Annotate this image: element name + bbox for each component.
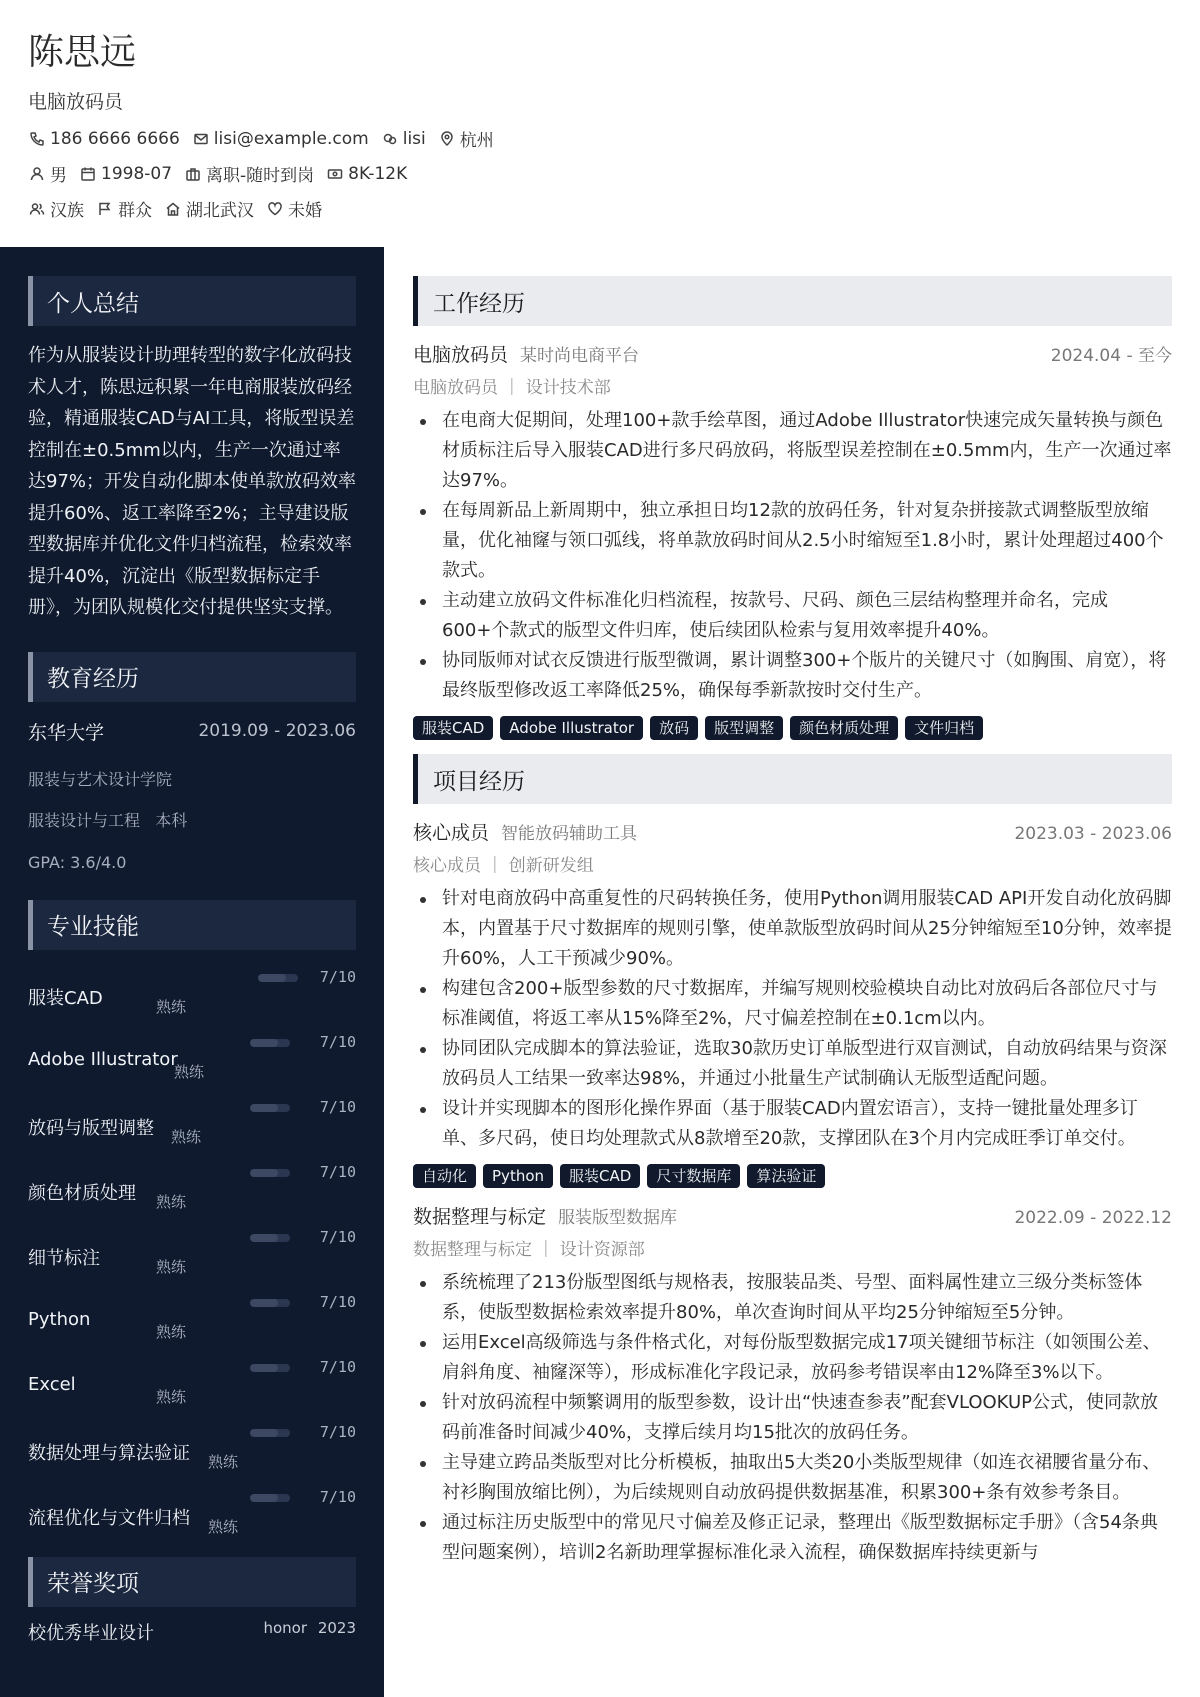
skill-bar [258,974,298,982]
tag-badge: 服装CAD [560,1164,640,1188]
skill-bar [250,1039,290,1047]
phone-icon [28,130,46,148]
person-icon [28,165,46,183]
salary-item [326,164,407,184]
skill-bar [250,1234,290,1242]
tag-badge: 颜色材质处理 [790,716,898,740]
work-title: 工作经历 [413,276,1172,326]
mail-icon [192,130,210,148]
skill-bar-fill [250,1429,278,1437]
tag-badge: 尺寸数据库 [647,1164,740,1188]
phone-item[interactable] [28,129,180,149]
honor-meta [257,1619,356,1645]
skill-item [28,1417,356,1482]
skill-bar [250,1364,290,1372]
skill-item [28,1157,356,1222]
entry-date: 2024.04 - 至今 [1050,346,1172,366]
skill-score: 7/10 [319,1292,356,1311]
tag-badge: 版型调整 [705,716,783,740]
heart-icon [266,200,284,218]
entry-bullets [413,884,1172,1154]
entry-bullets [413,406,1172,706]
education-gpa: GPA: 3.6/4.0 [28,852,127,872]
skill-name: 数据处理与算法验证 [28,1442,190,1464]
skill-item [28,962,356,1027]
entry-subtitle: 电脑放码员 ｜ 设计技术部 [413,378,611,398]
education-header [28,718,356,745]
skill-item [28,1027,356,1092]
sidebar [0,247,384,1697]
summary-title: 个人总结 [28,276,356,326]
resume-header [0,0,1200,247]
birth-text: 1998-07 [101,163,173,184]
skill-name: Excel [28,1373,76,1395]
skill-bar [250,1169,290,1177]
skill-bar-fill [250,1039,278,1047]
honor-year: 2023 [317,1618,356,1637]
education-title: 教育经历 [28,652,356,702]
skill-item [28,1482,356,1547]
bullet-item: 运用Excel高级筛选与条件格式化，对每份版型数据完成17项关键细节标注（如领围公差、肩斜角度、袖窿深等），形成标准化字段记录，放码参考错误率由12%降至3%以下。 [413,1328,1172,1388]
gender-text: 男 [50,166,67,186]
education-school: 东华大学 [28,721,105,744]
location-icon [438,130,456,148]
education-college: 服装与艺术设计学院 [28,769,173,789]
tag-badge: 文件归档 [905,716,983,740]
skill-score: 7/10 [319,1097,356,1116]
tag-badge: 算法验证 [747,1164,825,1188]
skill-bar-fill [258,974,286,982]
marital-text: 未婚 [288,201,322,221]
tag-badge: 服装CAD [413,716,493,740]
bullet-item: 设计并实现脚本的图形化操作界面（基于服装CAD内置宏语言），支持一键批量处理多订单、多尺码，使日均处理款式从8款增至20款，支撑团队在3个月内完成旺季订单交付。 [413,1094,1172,1154]
skill-bar [250,1104,290,1112]
entry-org: 服装版型数据库 [558,1208,678,1228]
bullet-item: 协同团队完成脚本的算法验证，选取30款历史订单版型进行双盲测试，自动放码结果与资深放码员人工结果一致率达98%，并通过小批量生产试制确认无版型适配问题。 [413,1034,1172,1094]
honor-name: 校优秀毕业设计 [28,1622,154,1644]
skill-level: 熟练 [156,1257,187,1276]
skill-bar-fill [250,1364,278,1372]
skill-score: 7/10 [319,1422,356,1441]
skill-item [28,1092,356,1157]
skill-level: 熟练 [156,997,187,1016]
skill-name: 颜色材质处理 [28,1182,136,1204]
skill-name: Python [28,1308,91,1330]
status-text: 离职-随时到岗 [206,166,315,186]
entry-header [413,818,1172,845]
skill-bar-fill [250,1494,278,1502]
ethnicity-item [28,196,84,221]
skill-bar-fill [250,1299,278,1307]
bullet-item: 构建包含200+版型参数的尺寸数据库，并编写规则校验模块自动比对放码后各部位尺寸与标准阈值，将返工率从15%降至2%，尺寸偏差控制在±0.1cm以内。 [413,974,1172,1034]
skill-level: 熟练 [156,1322,187,1341]
bullet-item: 在每周新品上新周期中，独立承担日均12款的放码任务，针对复杂拼接款式调整版型放缩量，优化袖窿与领口弧线，将单款放码时间从2.5小时缩短至1.8小时，累计处理超过400个款式。 [413,496,1172,586]
skill-score: 7/10 [319,967,356,986]
tag-badge: Adobe Illustrator [500,716,643,740]
skill-bar-fill [250,1234,278,1242]
contact-row [28,126,1200,151]
skill-level: 熟练 [208,1517,239,1536]
education-major: 服装设计与工程 本科 [28,810,188,830]
entry-date: 2023.03 - 2023.06 [1014,824,1172,844]
skills-list [28,962,356,1547]
bullet-item: 主导建立跨品类版型对比分析模板，抽取出5大类20小类版型规律（如连衣裙腰省量分布、衬衫胸围放缩比例），为后续规则自动放码提供数据基准，积累300+条有效参考条目。 [413,1448,1172,1508]
ethnicity-text: 汉族 [50,201,84,221]
skill-score: 7/10 [319,1357,356,1376]
skill-name: Adobe Illustrator [28,1048,178,1070]
flag-icon [96,200,114,218]
wechat-item[interactable] [381,129,426,149]
skill-bar [250,1299,290,1307]
skill-item [28,1287,356,1352]
skill-name: 放码与版型调整 [28,1117,154,1139]
summary-text: 作为从服装设计助理转型的数字化放码技术人才，陈思远积累一年电商服装放码经验，精通服装CAD与AI工具，将版型误差控制在±0.5mm以内，生产一次通过率达97%；开发自动化脚本使单款放码效率提升60%、返工率降至2%；主导建设版型数据库并优化文件归档流程，检索效率提升40%，沉淀出《版型数据标定手册》，为团队规模化交付提供坚实支撑。 [28,345,357,618]
skill-score: 7/10 [319,1227,356,1246]
bullet-item: 针对放码流程中频繁调用的版型参数，设计出“快速查参表”配套VLOOKUP公式，使同款放码前准备时间减少40%，支撑后续月均15批次的放码任务。 [413,1388,1172,1448]
email-text: lisi@example.com [213,128,369,149]
marital-item [266,196,322,221]
main-content [413,247,1172,1697]
location-text: 杭州 [459,131,494,151]
bullet-item: 通过标注历史版型中的常见尺寸偏差及修正记录，整理出《版型数据标定手册》（含54条典型问题案例），培训2名新助理掌握标准化录入流程，确保数据库持续更新与 [413,1508,1172,1568]
skill-name: 服装CAD [28,987,103,1009]
entry-org: 智能放码辅助工具 [501,824,638,844]
entry-role: 电脑放码员 [413,344,509,366]
skill-score: 7/10 [319,1032,356,1051]
bullet-item: 针对电商放码中高重复性的尺码转换任务，使用Python调用服装CAD API开发自动化放码脚本，内置基于尺寸数据库的规则引擎，使单款版型放码时间从25分钟缩短至10分钟，效率提升60%，人工干预减少90%。 [413,884,1172,974]
entry-subtitle: 核心成员 ｜ 创新研发组 [413,856,594,876]
education-date: 2019.09 - 2023.06 [198,721,356,741]
honor-org: honor [263,1618,308,1637]
project-list [413,818,1172,1568]
email-item[interactable] [192,129,369,149]
wechat-text: lisi [402,128,426,149]
skill-name: 流程优化与文件归档 [28,1507,190,1529]
project-title: 项目经历 [413,754,1172,804]
money-icon [326,165,344,183]
status-item [184,161,314,186]
work-list [413,340,1172,740]
candidate-name: 陈思远 [28,32,137,73]
tag-badge: 自动化 [413,1164,476,1188]
wechat-icon [381,130,399,148]
entry-header [413,1202,1172,1229]
bullet-item: 协同版师对试衣反馈进行版型微调，累计调整300+个版片的关键尺寸（如胸围、肩宽），将最终版型修改返工率降低25%，确保每季新款按时交付生产。 [413,646,1172,706]
entry-bullets [413,1268,1172,1568]
salary-text: 8K-12K [348,163,408,184]
bullet-item: 主动建立放码文件标准化归档流程，按款号、尺码、颜色三层结构整理并命名，完成600+个款式的版型文件归库，使后续团队检索与复用效率提升40%。 [413,586,1172,646]
skill-bar [250,1429,290,1437]
skill-item [28,1352,356,1417]
skill-level: 熟练 [174,1062,205,1081]
entry-header [413,340,1172,367]
birth-item [79,164,172,184]
bullet-item: 在电商大促期间，处理100+款手绘草图，通过Adobe Illustrator快速完成矢量转换与颜色材质标注后导入服装CAD进行多尺码放码，将版型误差控制在±0.5mm内，生产一次通过率达97%。 [413,406,1172,496]
entry-tags [413,716,1172,740]
hometown-text: 湖北武汉 [186,201,254,221]
home-icon [164,200,182,218]
entry-role: 核心成员 [413,822,490,844]
skill-score: 7/10 [319,1162,356,1181]
entry-subtitle: 数据整理与标定 ｜ 设计资源部 [413,1240,645,1260]
entry-date: 2022.09 - 2022.12 [1014,1208,1172,1228]
hometown-item [164,196,254,221]
candidate-role: 电脑放码员 [28,91,124,113]
gender-item [28,161,67,186]
personal-row [28,161,1200,186]
skill-bar [250,1494,290,1502]
extra-row [28,196,1200,221]
skill-level: 熟练 [208,1452,239,1471]
tag-badge: Python [483,1164,553,1188]
skill-item [28,1222,356,1287]
entry-tags [413,1164,1172,1188]
calendar-icon [79,165,97,183]
entry-role: 数据整理与标定 [413,1206,547,1228]
tag-badge: 放码 [650,716,698,740]
entry-org: 某时尚电商平台 [520,346,640,366]
location-item [438,126,494,151]
skills-title: 专业技能 [28,900,356,950]
political-item [96,196,152,221]
honors-title: 荣誉奖项 [28,1557,356,1607]
skill-level: 熟练 [171,1127,202,1146]
group-icon [28,200,46,218]
skill-score: 7/10 [319,1487,356,1506]
skill-name: 细节标注 [28,1247,100,1269]
phone-text: 186 6666 6666 [50,128,180,149]
skill-level: 熟练 [156,1387,187,1406]
bullet-item: 系统梳理了213份版型图纸与规格表，按服装品类、号型、面料属性建立三级分类标签体系，使版型数据检索效率提升80%，单次查询时间从平均25分钟缩短至5分钟。 [413,1268,1172,1328]
skill-bar-fill [250,1104,278,1112]
honor-item [28,1619,356,1645]
skill-level: 熟练 [156,1192,187,1211]
political-text: 群众 [118,201,152,221]
briefcase-icon [184,165,202,183]
skill-bar-fill [250,1169,278,1177]
